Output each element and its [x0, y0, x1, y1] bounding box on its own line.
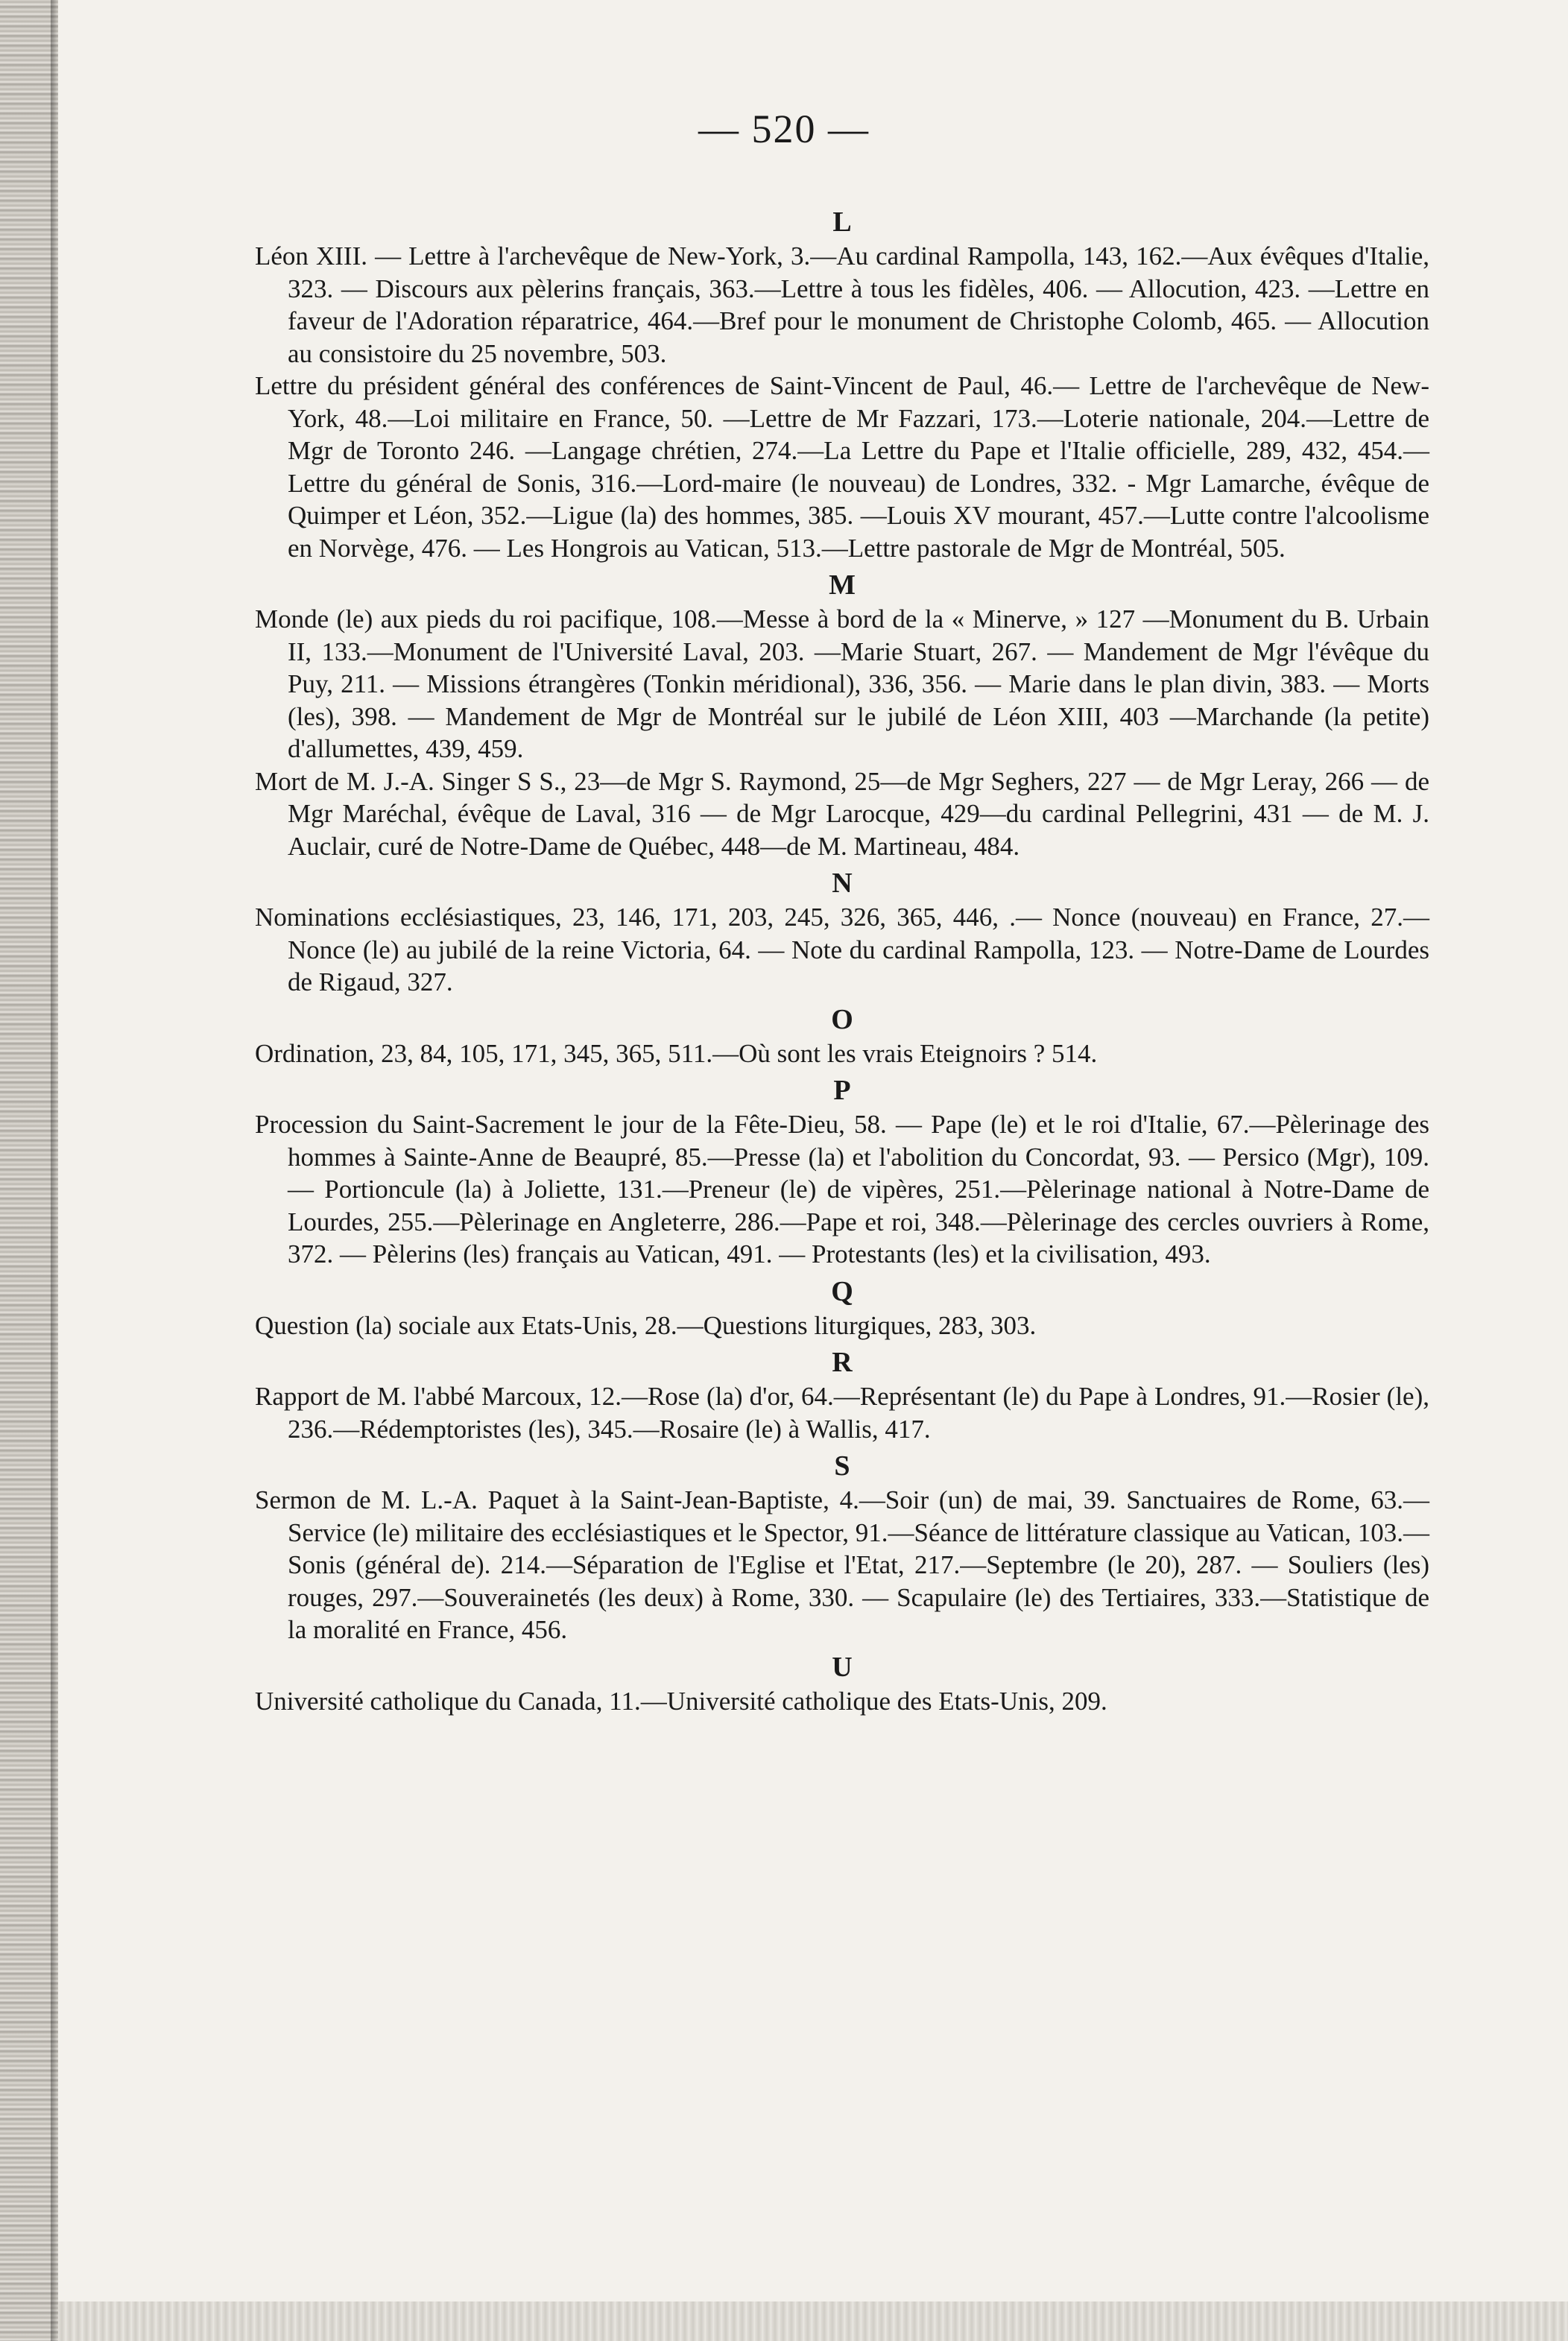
section-R [255, 1346, 1429, 1445]
index-entry: Sermon de M. L.-A. Paquet à la Saint-Jean-Baptiste, 4.—Soir (un) de mai, 39. Sanctuaires de Rome, 63.—Service (le) militaire des ecclésiastiques et le Spector, 91.—Séance de littérature classique au Vatican, 103.—Sonis (général de). 214.—Séparation de l'Eglise et l'Etat, 217.—Septembre (le 20), 287. — Souliers (les) rouges, 297.—Souverainetés (les deux) à Rome, 330. — Scapulaire (le) des Tertiaires, 333.—Statistique de la moralité en France, 456. [255, 1485, 1429, 1644]
index-entry: Procession du Saint-Sacrement le jour de la Fête-Dieu, 58. — Pape (le) et le roi d'Italie, 67.—Pèlerinage des hommes à Sainte-Anne de Beaupré, 85.—Presse (la) et l'abolition du Concordat, 93. — Persico (Mgr), 109. — Portioncule (la) à Joliette, 131.—Preneur (le) de vipères, 251.—Pèlerinage national à Notre-Dame de Lourdes, 255.—Pèlerinage en Angleterre, 286.—Pape et roi, 348.—Pèlerinage des cercles ouvriers à Rome, 372. — Pèlerins (les) français au Vatican, 491. — Protestants (les) et la civilisation, 493. [255, 1110, 1429, 1269]
section-letter: M [829, 569, 856, 601]
index-entry: Mort de M. J.-A. Singer S S., 23—de Mgr S. Raymond, 25—de Mgr Seghers, 227 — de Mgr Leray, 266 — de Mgr Maréchal, évêque de Laval, 316 — de Mgr Larocque, 429—du cardinal Pellegrini, 431 — de M. J. Auclair, curé de Notre-Dame de Québec, 448—de M. Martineau, 484. [255, 766, 1429, 861]
section-letter: P [833, 1075, 851, 1106]
index-content [255, 201, 1429, 1717]
index-entry: Rapport de M. l'abbé Marcoux, 12.—Rose (la) d'or, 64.—Représentant (le) du Pape à Londres, 91.—Rosier (le), 236.—Rédemptoristes (les), 345.—Rosaire (le) à Wallis, 417. [255, 1382, 1429, 1444]
section-N [255, 867, 1429, 999]
section-letter: R [832, 1347, 853, 1378]
book-binding-edge [0, 0, 58, 2341]
section-letter: O [831, 1003, 853, 1035]
section-M [255, 569, 1429, 862]
section-P [255, 1074, 1429, 1271]
section-S [255, 1450, 1429, 1646]
index-entry: Ordination, 23, 84, 105, 171, 345, 365, 511.—Où sont les vrais Eteignoirs ? 514. [255, 1038, 1098, 1068]
section-letter: Q [831, 1275, 853, 1307]
index-entry: Nominations ecclésiastiques, 23, 146, 171, 203, 245, 326, 365, 446, .— Nonce (nouveau) en France, 27.—Nonce (le) au jubilé de la reine Victoria, 64. — Note du cardinal Rampolla, 123. — Notre-Dame de Lourdes de Rigaud, 327. [255, 903, 1429, 996]
section-letter: L [832, 206, 852, 238]
index-entry: Université catholique du Canada, 11.—Université catholique des Etats-Unis, 209. [255, 1686, 1107, 1716]
page-bottom-edge [58, 2301, 1568, 2341]
index-entry: Lettre du président général des conférences de Saint-Vincent de Paul, 46.— Lettre de l'archevêque de New-York, 48.—Loi militaire en France, 50. —Lettre de Mr Fazzari, 173.—Loterie nationale, 204.—Lettre de Mgr de Toronto 246. —Langage chrétien, 274.—La Lettre du Pape et l'Italie officielle, 289, 432, 454.— Lettre du général de Sonis, 316.—Lord-maire (le nouveau) de Londres, 332. - Mgr Lamarche, évêque de Quimper et Léon, 352.—Ligue (la) des hommes, 385. —Louis XV mourant, 457.—Lutte contre l'alcoolisme en Norvège, 476. — Les Hongrois au Vatican, 513.—Lettre pastorale de Mgr de Montréal, 505. [255, 371, 1429, 563]
section-letter: S [834, 1450, 850, 1482]
section-O [255, 1003, 1429, 1070]
page-number: — 520 — [698, 107, 870, 151]
section-Q [255, 1275, 1429, 1342]
section-letter: N [832, 868, 853, 899]
section-L [255, 206, 1429, 564]
index-entry: Léon XIII. — Lettre à l'archevêque de New-York, 3.—Au cardinal Rampolla, 143, 162.—Aux évêques d'Italie, 323. — Discours aux pèlerins français, 363.—Lettre à tous les fidèles, 406. — Allocution, 423. —Lettre en faveur de l'Adoration réparatrice, 464.—Bref pour le monument de Christophe Colomb, 465. — Allocution au consistoire du 25 novembre, 503. [255, 241, 1429, 368]
section-letter: U [832, 1651, 853, 1683]
section-U [255, 1651, 1429, 1718]
index-entry: Monde (le) aux pieds du roi pacifique, 108.—Messe à bord de la « Minerve, » 127 —Monument du B. Urbain II, 133.—Monument de l'Université Laval, 203. —Marie Stuart, 267. — Mandement de Mgr l'évêque du Puy, 211. — Missions étrangères (Tonkin méridional), 336, 356. — Marie dans le plan divin, 383. — Morts (les), 398. — Mandement de Mgr de Montréal sur le jubilé de Léon XIII, 403 —Marchande (la petite) d'allumettes, 439, 459. [255, 604, 1429, 763]
index-entry: Question (la) sociale aux Etats-Unis, 28.—Questions liturgiques, 283, 303. [255, 1310, 1037, 1340]
